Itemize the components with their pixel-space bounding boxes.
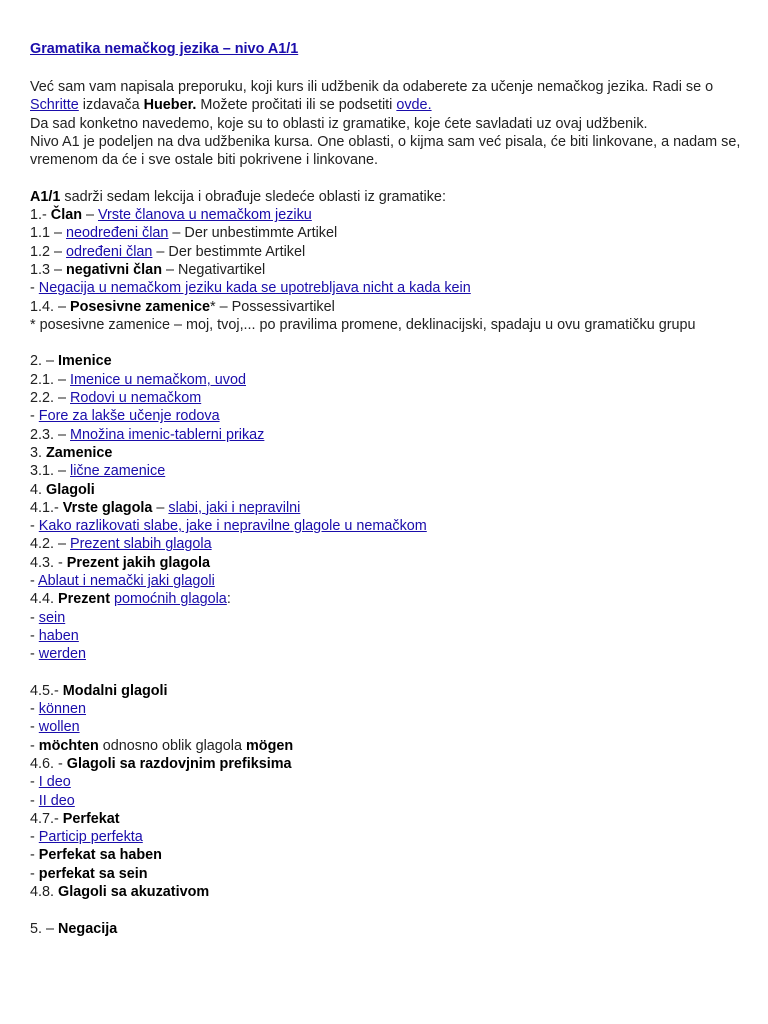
item-number: 5. – — [30, 920, 59, 937]
item-text: * – Possessivartikel — [210, 298, 335, 315]
list-item — [30, 773, 742, 791]
item-text: – Negativartikel — [161, 261, 266, 278]
list-item — [30, 645, 742, 663]
imenice-uvod-link[interactable]: Imenice u nemačkom, uvod — [70, 371, 246, 388]
list-item — [30, 224, 742, 242]
prvi-deo-link[interactable]: I deo — [38, 774, 71, 791]
item-bullet: - — [30, 280, 39, 297]
level-label: A1/1 — [30, 188, 61, 205]
list-item — [30, 517, 742, 535]
item-number: 1.1 – — [30, 225, 67, 242]
list-item — [30, 865, 742, 883]
item-title: Perfekat sa haben — [38, 847, 162, 864]
list-item — [30, 243, 742, 261]
list-item — [30, 810, 742, 828]
item-title: Negacija — [58, 920, 118, 937]
intro-text: Možete pročitati ili se podsetiti — [196, 97, 397, 114]
list-item — [30, 371, 742, 389]
item-title: Glagoli sa akuzativom — [58, 884, 210, 901]
negacija-nicht-kein-link[interactable]: Negacija u nemačkom jeziku kada se upotrebljava nicht a kada kein — [38, 280, 471, 297]
item-number: 4.7.- — [30, 810, 63, 827]
section-heading — [30, 188, 742, 206]
rodovi-link[interactable]: Rodovi u nemačkom — [70, 390, 202, 407]
neodredjeni-clan-link[interactable]: neodređeni član — [66, 225, 169, 242]
ovde-link[interactable]: ovde. — [396, 97, 432, 114]
item-bullet: - — [30, 518, 39, 535]
vrste-clanova-link[interactable]: Vrste članova u nemačkom jeziku — [97, 207, 312, 224]
item-bullet: - — [30, 829, 39, 846]
list-item — [30, 883, 742, 901]
list-item — [30, 462, 742, 480]
item-bullet: - — [30, 646, 39, 663]
item-number: 4.3. - — [30, 554, 67, 571]
item-number: 2.3. – — [30, 426, 71, 443]
item-number: 3. — [30, 444, 46, 461]
item-bullet: - — [30, 737, 39, 754]
list-item — [30, 535, 742, 553]
list-item — [30, 499, 742, 517]
prezent-slabih-link[interactable]: Prezent slabih glagola — [70, 536, 212, 553]
item-number: 1.4. – — [30, 298, 71, 315]
licne-zamenice-link[interactable]: lične zamenice — [70, 463, 166, 480]
item-number: 3.1. – — [30, 463, 71, 480]
item-bullet: - — [30, 792, 39, 809]
intro-text: Već sam vam napisala preporuku, koji kurs ili udžbenik da odaberete za učenje nemačkog jezika. Radi se o — [30, 79, 714, 95]
item-title: Član — [50, 207, 82, 224]
item-bullet: - — [30, 719, 39, 736]
sein-link[interactable]: sein — [38, 609, 66, 626]
item-title: Imenice — [58, 353, 112, 370]
wollen-link[interactable]: wollen — [38, 719, 80, 736]
item-title: perfekat sa sein — [38, 865, 148, 882]
item-bullet: - — [30, 774, 39, 791]
item-number: 1.- — [30, 207, 51, 224]
mnozina-imenica-link[interactable]: Množina imenic-tablerni prikaz — [70, 426, 265, 443]
list-item — [30, 682, 742, 700]
document-body — [30, 40, 742, 938]
heading-text: sadrži sedam lekcija i obrađuje sledeće oblasti iz gramatike: — [60, 188, 446, 205]
list-item — [30, 206, 742, 224]
item-number: 4.8. — [30, 884, 59, 901]
drugi-deo-link[interactable]: II deo — [38, 792, 75, 809]
publisher-name: Hueber. — [143, 97, 197, 114]
list-item — [30, 426, 742, 444]
list-item — [30, 444, 742, 462]
item-bullet: - — [30, 408, 39, 425]
list-item — [30, 481, 742, 499]
item-text: : — [226, 591, 231, 608]
list-item — [30, 755, 742, 773]
item-title: negativni član — [66, 261, 162, 278]
item-title: Zamenice — [46, 444, 113, 461]
item-number: 2. – — [30, 353, 59, 370]
list-item — [30, 828, 742, 846]
intro-paragraph-3: Nivo A1 je podeljen na dva udžbenika kursa. One oblasti, o kijma sam već pisala, će biti linkovane, a nadam se, vremenom da će i sve ostale biti pokrivene i linkovane. — [30, 133, 741, 169]
item-title: Glagoli sa razdovjnim prefiksima — [66, 755, 292, 772]
list-item — [30, 700, 742, 718]
item-bullet: - — [30, 847, 39, 864]
list-item — [30, 718, 742, 736]
list-item — [30, 279, 742, 297]
item-title: Modalni glagoli — [62, 682, 168, 699]
item-bullet: - — [30, 865, 39, 882]
list-item — [30, 846, 742, 864]
slabi-jaki-nepravilni-link[interactable]: slabi, jaki i nepravilni — [168, 499, 301, 516]
item-number: 2.2. – — [30, 390, 71, 407]
list-item — [30, 554, 742, 572]
ablaut-link[interactable]: Ablaut i nemački jaki glagoli — [38, 573, 215, 590]
koennen-link[interactable]: können — [38, 701, 87, 718]
item-text: – Der unbestimmte Artikel — [168, 225, 338, 242]
list-item — [30, 298, 742, 316]
intro-paragraph-2: Da sad konketno navedemo, koje su to oblasti iz gramatike, koje ćete savladati uz ovaj udžbenik. — [30, 115, 648, 132]
item-text: – Der bestimmte Artikel — [152, 243, 306, 260]
item-number: 4.5.- — [30, 682, 63, 699]
item-title: mögen — [245, 737, 294, 754]
list-item — [30, 389, 742, 407]
particip-perfekta-link[interactable]: Particip perfekta — [38, 829, 143, 846]
list-item — [30, 407, 742, 425]
intro-text: izdavača — [78, 97, 144, 114]
item-bullet: - — [30, 701, 39, 718]
item-number: 4.6. - — [30, 755, 67, 772]
list-item — [30, 590, 742, 608]
item-text: odnosno oblik glagola — [98, 737, 246, 754]
item-title: Vrste glagola — [62, 499, 153, 516]
odredjeni-clan-link[interactable]: određeni član — [66, 243, 153, 260]
item-number: 4.4. — [30, 591, 59, 608]
item-number: 1.3 – — [30, 261, 67, 278]
list-item — [30, 627, 742, 645]
item-bullet: - — [30, 573, 38, 590]
list-item — [30, 792, 742, 810]
item-bullet: - — [30, 609, 39, 626]
item-title: Prezent — [58, 591, 110, 608]
item-title: möchten — [38, 737, 99, 754]
item-number: 4.1.- — [30, 499, 63, 516]
list-item — [30, 352, 742, 370]
werden-link[interactable]: werden — [38, 646, 86, 663]
pomocnih-glagola-link[interactable]: pomoćnih glagola — [114, 591, 227, 608]
list-item — [30, 609, 742, 627]
item-number: 2.1. – — [30, 371, 71, 388]
list-item — [30, 920, 742, 938]
fore-rodova-link[interactable]: Fore za lakše učenje rodova — [38, 408, 220, 425]
item-title: Glagoli — [46, 481, 95, 498]
item-number: 4.2. – — [30, 536, 71, 553]
schritte-link[interactable]: Schritte — [30, 97, 79, 114]
list-item — [30, 261, 742, 279]
haben-link[interactable]: haben — [38, 627, 79, 644]
list-item — [30, 572, 742, 590]
item-number: 4. — [30, 481, 46, 498]
kako-razlikovati-link[interactable]: Kako razlikovati slabe, jake i nepravilne glagole u nemačkom — [38, 518, 427, 535]
item-number: 1.2 – — [30, 243, 67, 260]
separator: – — [152, 499, 169, 516]
footnote: * posesivne zamenice – moj, tvoj,... po pravilima promene, deklinacijski, spadaju u ovu gramatičku grupu — [30, 316, 696, 333]
separator: – — [81, 207, 98, 224]
list-item — [30, 737, 742, 755]
intro-paragraph-1 — [30, 78, 742, 115]
item-title: Perfekat — [62, 810, 120, 827]
item-bullet: - — [30, 627, 39, 644]
item-title: Posesivne zamenice — [70, 298, 211, 315]
item-title: Prezent jakih glagola — [66, 554, 210, 571]
page-title[interactable]: Gramatika nemačkog jezika – nivo A1/1 — [30, 41, 299, 57]
